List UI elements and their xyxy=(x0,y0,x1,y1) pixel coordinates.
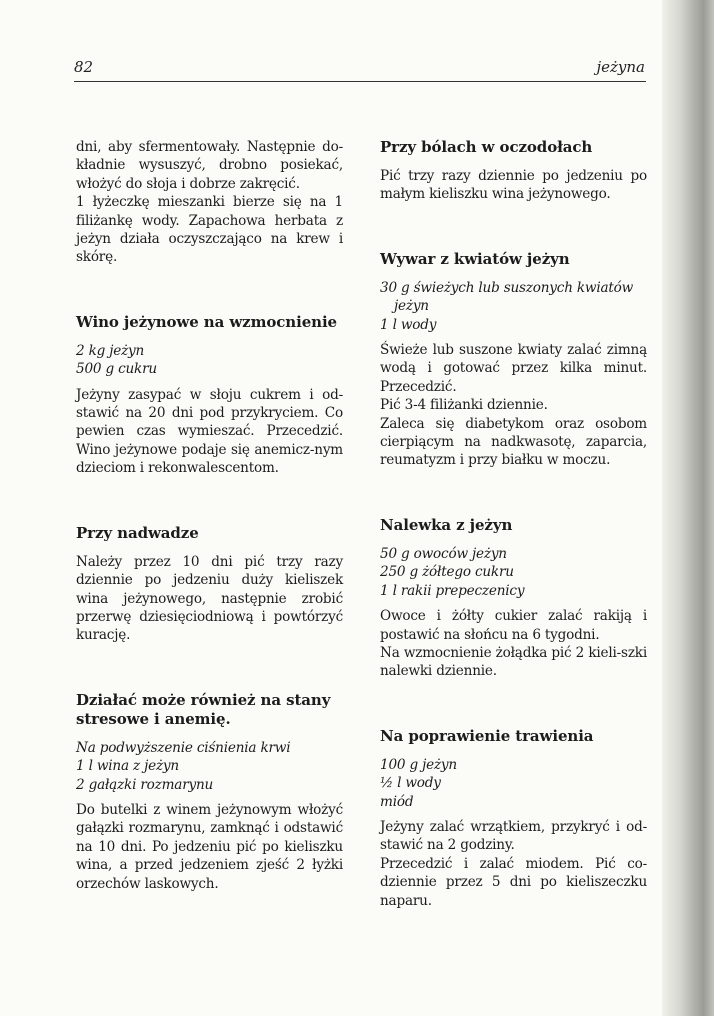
recipe-text: Przecedzić i zalać miodem. Pić co-dziennie przez 5 dni po kieliszeczku naparu. xyxy=(380,855,647,909)
recipe-title: Na poprawienie trawienia xyxy=(380,726,594,745)
recipe-title: Działać może również na stany stresowe i anemię. xyxy=(76,690,331,728)
recipe-title: Wino jeżynowe na wzmocnienie xyxy=(76,312,337,331)
ingredient: 30 g świeżych lub suszonych kwiatów xyxy=(380,279,634,296)
ingredient: 500 g cukru xyxy=(76,361,157,378)
ingredient: 1 l wina z jeżyn xyxy=(76,758,179,775)
recipe-text: Do butelki z winem jeżynowym włożyć gałązki rozmarynu, zamknąć i odstawić na 10 dni. Po jedzeniu pić po kieliszku wina, a przed jedzeniem zjeść 2 łyżki orzechów laskowych. xyxy=(76,801,343,892)
ingredient: ½ l wody xyxy=(380,775,441,792)
ingredient: 50 g owoców jeżyn xyxy=(380,545,507,562)
recipe-text: Jeżyny zalać wrzątkiem, przykryć i od-stawić na 2 godziny. xyxy=(380,818,647,854)
intro-paragraph: 1 łyżeczkę mieszanki bierze się na 1 filiżankę wody. Zapachowa herbata z jeżyn działa oczyszczająco na krew i skórę. xyxy=(76,194,343,266)
intro-paragraph: dni, aby sfermentowały. Następnie do-kładnie wysuszyć, drobno posiekać, włożyć do słoja i dobrze zakręcić. xyxy=(76,139,343,192)
recipe-text: Jeżyny zasypać w słoju cukrem i od-stawić na 20 dni pod przykryciem. Co pewien czas wymieszać. Przecedzić. Wino jeżynowe podaje się anemicz-nym dzieciom i rekonwalescentom. xyxy=(76,386,343,477)
recipe-text: Na wzmocnienie żołądka pić 2 kieli-szki nalewki dziennie. xyxy=(380,644,647,680)
ingredient: 250 g żółtego cukru xyxy=(380,564,514,581)
ingredient: 1 l rakii prepeczenicy xyxy=(380,582,525,599)
ingredient: 1 l wody xyxy=(380,316,437,333)
page-number: 82 xyxy=(74,58,94,76)
recipe-text: Należy przez 10 dni pić trzy razy dziennie po jedzeniu duży kieliszek wina jeżynowego, następnie zrobić przerwę dziesięciodniową i powtórzyć kurację. xyxy=(76,553,343,644)
recipe-text: Świeże lub suszone kwiaty zalać zimną wodą i gotować przez kilka minut. Przecedzić. xyxy=(380,342,647,395)
header-rule xyxy=(74,81,646,82)
recipe-title: Wywar z kwiatów jeżyn xyxy=(380,249,570,268)
recipe-title: Nalewka z jeżyn xyxy=(380,515,513,534)
ingredient: 2 gałązki rozmarynu xyxy=(76,776,214,793)
right-column xyxy=(380,138,647,910)
recipe-text: Pić 3-4 filiżanki dziennie. xyxy=(380,397,548,414)
ingredient: 2 kg jeżyn xyxy=(76,342,145,359)
ingredient: Na podwyższenie ciśnienia krwi xyxy=(76,739,291,756)
book-spine-shadow xyxy=(662,0,714,1016)
recipe-text: Pić trzy razy dziennie po jedzeniu po małym kieliszku wina jeżynowego. xyxy=(380,168,647,203)
left-column xyxy=(76,138,343,893)
recipe-text: Zaleca się diabetykom oraz osobom cierpiącym na nadkwasotę, zaparcia, reumatyzm i przy białku w moczu. xyxy=(380,415,647,469)
recipe-text: Owoce i żółty cukier zalać rakiją i postawić na słońcu na 6 tygodni. xyxy=(380,608,647,643)
ingredient: 100 g jeżyn xyxy=(380,756,457,773)
ingredient: jeżyn xyxy=(394,298,429,315)
ingredient: miód xyxy=(380,793,414,810)
recipe-title: Przy bólach w oczodołach xyxy=(380,138,593,156)
running-title: jeżyna xyxy=(596,58,645,76)
recipe-title: Przy nadwadze xyxy=(76,523,199,542)
